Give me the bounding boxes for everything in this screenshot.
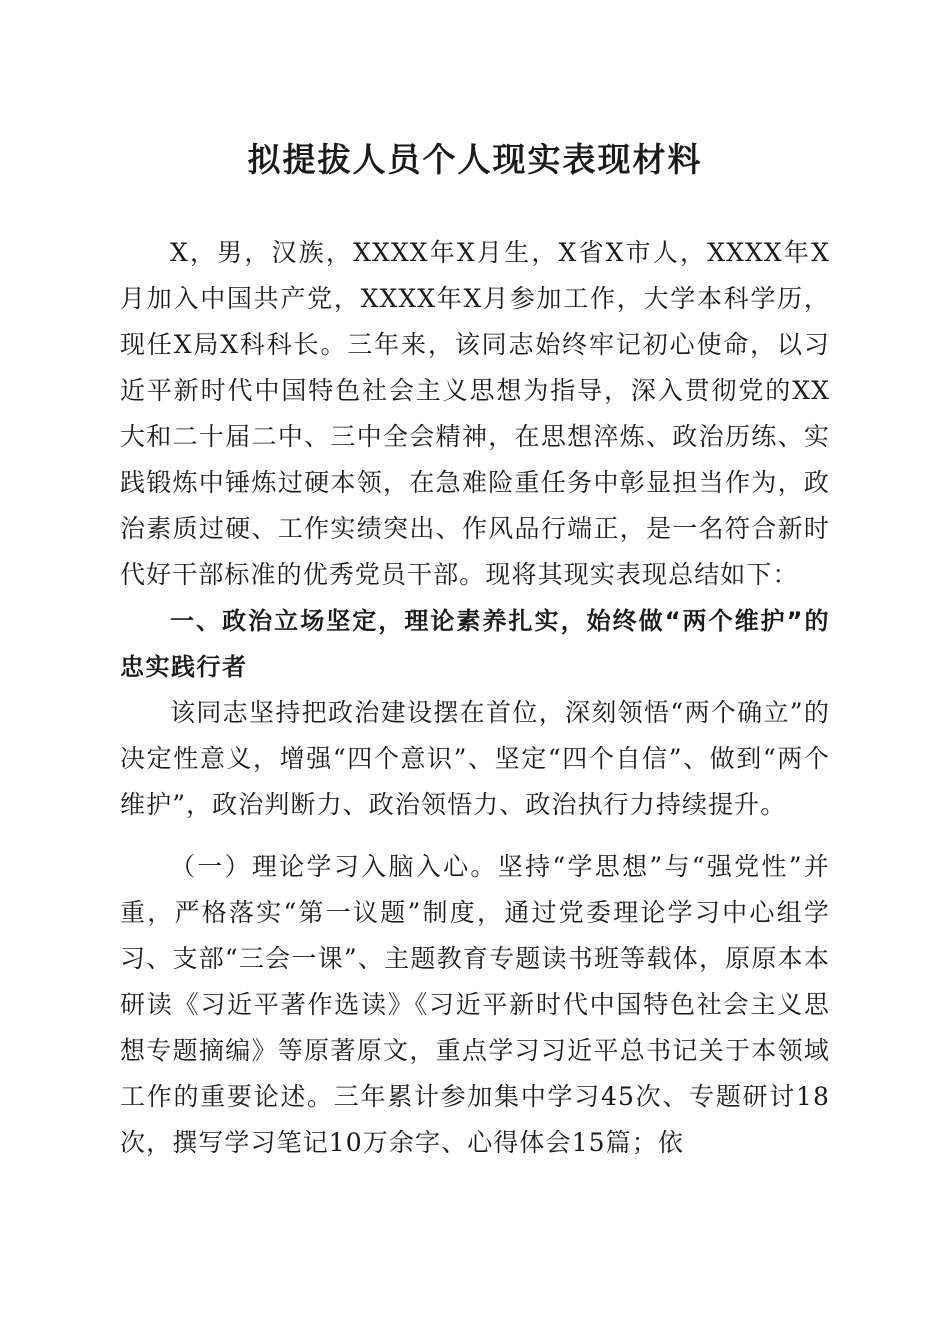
section-1-paragraph: 该同志坚持把政治建设摆在首位，深刻领悟“两个确立”的决定性意义，增强“四个意识”、坚定“四个自信”、做到“两个维护”，政治判断力、政治领悟力、政治执行力持续提升。: [120, 698, 830, 819]
intro-paragraph: X，男，汉族，XXXX年X月生，X省X市人，XXXX年X月加入中国共产党，XXXX年X月参加工作，大学本科学历，现任X局X科科长。三年来，该同志始终牢记初心使命，以习近平新时代中国特色社会主义思想为指导，深入贯彻党的XX大和二十届二中、三中全会精神，在思想淬炼、政治历练、实践锻炼中锤炼过硬本领，在急难险重任务中彰显担当作为，政治素质过硬、工作实绩突出、作风品行端正，是一名符合新时代好干部标准的优秀党员干部。现将其现实表现总结如下：: [120, 238, 830, 589]
document-title: 拟提拔人员个人现实表现材料: [247, 140, 703, 179]
subsection-1-paragraph: （一）理论学习入脑入心。坚持“学思想”与“强党性”并重，严格落实“第一议题”制度，通过党委理论学习中心组学习、支部“三会一课”、主题教育专题读书班等载体，原原本本研读《习近平著作选读》《习近平新时代中国特色社会主义思想专题摘编》等原著原文，重点学习习近平总书记关于本领域工作的重要论述。三年累计参加集中学习45次、专题研讨18次，撰写学习笔记10万余字、心得体会15篇；依: [120, 852, 830, 1157]
section-heading-1: 一、政治立场坚定，理论素养扎实，始终做“两个维护”的忠实践行者: [120, 607, 830, 681]
document-body: [120, 230, 830, 1166]
